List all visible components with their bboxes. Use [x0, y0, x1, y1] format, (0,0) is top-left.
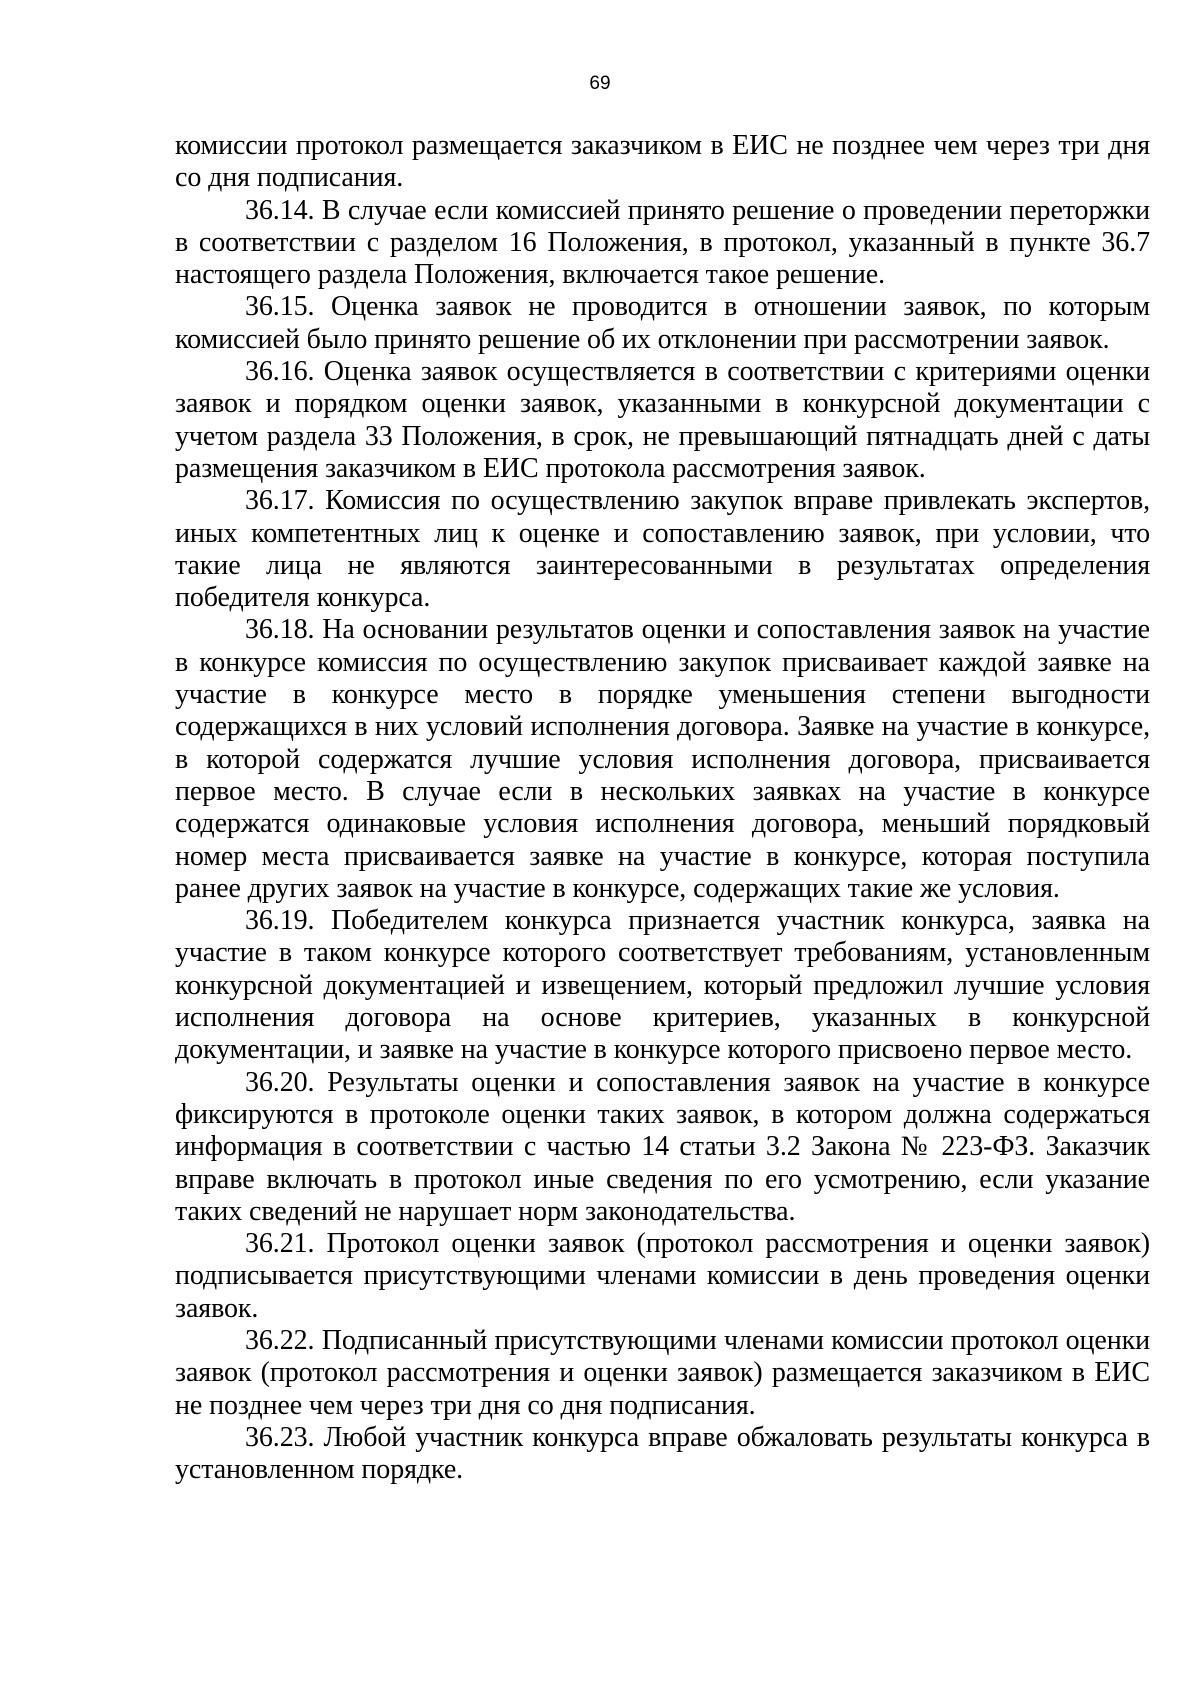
paragraph-36-16: 36.16. Оценка заявок осуществляется в соответствии с критериями оценки заявок и порядком оценки заявок, указанными в конкурсной документации с учетом раздела 33 Положения, в срок, не превышающий пятнадцать дней с даты размещения заказчиком в ЕИС протокола рассмотрения заявок.: [175, 356, 1150, 484]
paragraph-36-15: 36.15. Оценка заявок не проводится в отношении заявок, по которым комиссией было принято решение об их отклонении при рассмотрении заявок.: [175, 291, 1150, 355]
paragraph-continuation: комиссии протокол размещается заказчиком в ЕИС не позднее чем через три дня со дня подписания.: [175, 130, 1150, 194]
paragraph-36-21: 36.21. Протокол оценки заявок (протокол рассмотрения и оценки заявок) подписывается присутствующими членами комиссии в день проведения оценки заявок.: [175, 1228, 1150, 1324]
paragraph-36-19: 36.19. Победителем конкурса признается участник конкурса, заявка на участие в таком конкурсе которого соответствует требованиям, установленным конкурсной документацией и извещением, который предложил лучшие условия исполнения договора на основе критериев, указанных в конкурсной документации, и заявке на участие в конкурсе которого присвоено первое место.: [175, 905, 1150, 1066]
paragraph-36-18: 36.18. На основании результатов оценки и сопоставления заявок на участие в конкурсе комиссия по осуществлению закупок присваивает каждой заявке на участие в конкурсе место в порядке уменьшения степени выгодности содержащихся в них условий исполнения договора. Заявке на участие в конкурсе, в которой содержатся лучшие условия исполнения договора, присваивается первое место. В случае если в нескольких заявках на участие в конкурсе содержатся одинаковые условия исполнения договора, меньший порядковый номер места присваивается заявке на участие в конкурсе, которая поступила ранее других заявок на участие в конкурсе, содержащих такие же условия.: [175, 614, 1150, 904]
paragraph-36-20: 36.20. Результаты оценки и сопоставления заявок на участие в конкурсе фиксируются в протоколе оценки таких заявок, в котором должна содержаться информация в соответствии с частью 14 статьи 3.2 Закона № 223-ФЗ. Заказчик вправе включать в протокол иные сведения по его усмотрению, если указание таких сведений не нарушает норм законодательства.: [175, 1066, 1150, 1227]
paragraph-36-14: 36.14. В случае если комиссией принято решение о проведении переторжки в соответствии с разделом 16 Положения, в протокол, указанный в пункте 36.7 настоящего раздела Положения, включается такое решение.: [175, 194, 1150, 291]
document-body: [175, 130, 1150, 1486]
paragraph-36-22: 36.22. Подписанный присутствующими членами комиссии протокол оценки заявок (протокол рассмотрения и оценки заявок) размещается заказчиком в ЕИС не позднее чем через три дня со дня подписания.: [175, 1324, 1150, 1421]
page-number: 69: [589, 73, 611, 94]
paragraph-36-17: 36.17. Комиссия по осуществлению закупок вправе привлекать экспертов, иных компетентных лиц к оценке и сопоставлению заявок, при условии, что такие лица не являются заинтересованными в результатах определения победителя конкурса.: [175, 485, 1150, 614]
paragraph-36-23: 36.23. Любой участник конкурса вправе обжаловать результаты конкурса в установленном порядке.: [175, 1421, 1150, 1486]
